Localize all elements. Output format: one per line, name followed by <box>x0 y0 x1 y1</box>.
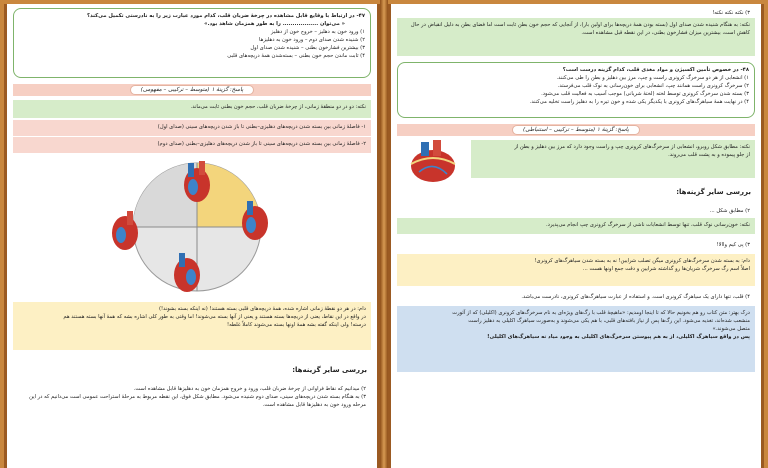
dam-warning-line-1: دام: در هر دو نقطهٔ زمانی اشاره شده، همهٔ دریچه‌های قلبی بسته هستند! (نه اینکه بسته بشوند!) <box>159 306 366 312</box>
option-3-review-text: ۳) پی کیم واالا! <box>716 242 750 248</box>
better-understanding-line-4: پس در واقع سیاهرگ اکلیلی، از به هم پیوستن سرخرگ‌های اکلیلی به وجود میاد نه سیاهرگ‌های اکلیلی! <box>487 334 750 341</box>
option-2-review <box>397 204 755 214</box>
pink-item-1 <box>13 120 371 136</box>
question-47-box <box>13 8 371 78</box>
dam-warning <box>13 302 371 350</box>
left-page <box>4 4 380 468</box>
note-first-sound <box>397 18 755 56</box>
note-volume <box>13 100 371 118</box>
answer-label: پاسخ: گزینهٔ ۱ (متوسط – ترکیبی – مفهومی) <box>130 85 255 95</box>
question-47-title: ۴۷- در ارتباط با وقایع قابل مشاهده در چرخهٔ ضربان قلب، کدام مورد عبارت زیر را به نادرستی تکمیل می‌کند؟ <box>87 13 365 19</box>
question-47-option-3: ۳) بیشترین فشارخون بطنی – شنیده شدن صدای اول <box>250 45 365 52</box>
answer-band <box>13 84 371 96</box>
note-tip-text: نکته: خون‌رسانی نوک قلب، تنها توسط انشعابات ناشی از سرخرگ کرونری چپ انجام می‌پذیرد. <box>546 222 750 228</box>
review-item-2: ۲) میدانیم که نقاط فراوانی از چرخهٔ ضربان قلب، ورود و خروج همزمان خون به دهلیزها قابل مشاهده است. <box>133 386 366 392</box>
coronary-heart-image <box>399 138 467 184</box>
dam-coronary <box>397 254 755 286</box>
dam-warning-line-2: در واقع در این نقاط، یعنی از دریچه‌ها بسته هستند و یعنی از آنها بسته می‌شوند! اما وقتی به طور کلی اشاره بشه که همهٔ آنها بسته هستند هم <box>63 314 366 321</box>
answer-label-48: پاسخ: گزینهٔ ۱ (متوسط – ترکیبی – استنباطی) <box>512 125 640 135</box>
question-47-option-2: ۲) شنیده شدن صدای دوم – ورود خون به دهلیزها <box>259 37 365 44</box>
option-2-review-text: ۲) مطابق شکل ... <box>709 208 750 214</box>
right-page <box>388 4 764 468</box>
review-item-3-cont: مرحله ورود خون به دهلیزها قابل مشاهده است. <box>262 402 366 409</box>
review-heading: بررسی سایر گزینه‌ها: <box>292 366 367 374</box>
note-volume-text: نکته: دو در دو منطقهٔ زمانی، از چرخهٔ ضربان قلب، حجم خون بطنی ثابت می‌ماند. <box>190 104 366 110</box>
question-48-title: ۴۸- در خصوص تأمین اکسیژن و مواد مغذی قلب، کدام گزینه درست است؟ <box>562 67 749 73</box>
book-spine <box>380 0 388 468</box>
option-4-review-text: ۴) قلب، تنها دارای یک سیاهرگ کرونری است. و استفاده از عبارت سیاهرگ‌های کرونری، نادرست می‌باشد. <box>521 294 750 300</box>
review-item-3: ۳) به هنگام بسته شدن دریچه‌های سینی، صدای دوم شنیده می‌شود. مطابق شکل فوق، این نقطه مربوط به مرحلهٔ استراحت عمومی است می‌دانیم که در این <box>29 394 366 401</box>
question-48-option-4: ۴) در نهایت همهٔ سیاهرگ‌های کرونری با یکدیگر یکی شده و خون تیره را به دهلیز راست تخلیه می‌کنند. <box>529 99 749 106</box>
dam-warning-line-3: درسته! ولی اینکه گفته بشه همهٔ اونها بسته می‌شوند کاملاً غلطه! <box>227 322 366 329</box>
top-note-text: ۳) نکته نکته نکته! <box>712 10 750 16</box>
option-3-review <box>397 238 755 248</box>
note-tip <box>397 218 755 234</box>
note-coronary-shape-text-2: از جلو پیموده و به پشت قلب می‌روند. <box>668 152 750 159</box>
dam-coronary-line-2: اصلاً اسم رگ سرخرگ شریان‌ها رو گذاشته شرایین و دقت جمع اونها هست ... <box>582 266 750 273</box>
better-understanding <box>397 306 755 372</box>
pink-item-2-text: ۲- فاصلهٔ زمانی بین بسته شدن دریچه‌های سینی تا باز شدن دریچه‌های دهلیزی–بطنی (صدای دوم) <box>157 141 366 147</box>
review-list <box>13 382 371 422</box>
answer-band-48 <box>397 124 755 136</box>
question-47-prompt: « می‌توان .................. را به طور همزمان شاهد بود.» <box>204 21 345 28</box>
dam-coronary-line-1: دام: به بسته شدن سرخرگ‌های کرونری میگن تصلب شرایین! نه به بسته شدن سیاهرگ‌های کرونری! <box>534 258 750 264</box>
better-understanding-line-3: متصل می‌شوند.» <box>712 326 750 333</box>
top-note <box>397 6 755 16</box>
option-4-review <box>397 290 755 302</box>
question-47-option-1: ۱) ورود خون به دهلیز – خروج خون از دهلیز <box>271 29 365 36</box>
question-48-option-2: ۲) سرخرگ کرونری راست همانند چپ، انشعابی برای خون‌رسانی به نوک قلب می‌فرستد. <box>557 83 749 90</box>
question-48-box <box>397 62 755 118</box>
question-48-option-1: ۱) انشعابی از هر دو سرخرگ کرونری راست و چپ، مرز بین دهلیز و بطن را طی می‌کنند. <box>556 75 749 82</box>
cardiac-cycle-diagram <box>107 157 277 297</box>
question-48-option-3: ۳) بسته شدن سرخرگ کرونری توسط لخته (لختهٔ شریانی) موجب آسیب به فعالیت قلب می‌شود. <box>541 91 749 98</box>
review-heading-48: بررسی سایر گزینه‌ها: <box>676 188 751 196</box>
pink-item-2 <box>13 137 371 153</box>
pink-item-1-text: ۱- فاصلهٔ زمانی بین بسته شدن دریچه‌های دهلیزی–بطنی تا باز شدن دریچه‌های سینی (صدای اول) <box>157 124 366 130</box>
better-understanding-line-1: درک بهتر: متن کتاب رو هم بخونیم حالا که تا اینجا اومدیم: «ماهیچهٔ قلب با رگ‌های ویژه‌ای به نام سرخرگ‌های کرونری (اکلیلی) که از آئورت <box>452 310 750 316</box>
note-coronary-shape-text: نکته: مطابق شکل روبرو، انشعابی از سرخرگ‌های کرونری چپ و راست وجود دارد که مرز بین دهلیز و بطن از <box>514 144 750 150</box>
note-first-sound-text: نکته: به هنگام شنیده شدن صدای اول (بسته بودن همهٔ دریچه‌ها برای اولین بار)، از آنجایی که حجم خون بطن ثابت است اما فضای بطن به دلیل انقباض در حال کاهش است، بیشترین میزان فشارخون بطنی، در این نقطه قبل مشاهده است. <box>410 22 750 37</box>
better-understanding-line-2: منشعب شده‌اند، تغذیه می‌شود. این رگ‌ها پس از نیاز بافته‌های قلبی، با هم یکی می‌شوند و به‌صورت سیاهرگ اکلیلی به دهلیز راست <box>468 318 750 325</box>
note-coronary-shape <box>471 140 755 178</box>
question-47-option-4: ۴) ثابت ماندن حجم خون بطنی – بسته‌شدن همهٔ دریچه‌های قلبی <box>227 53 365 60</box>
